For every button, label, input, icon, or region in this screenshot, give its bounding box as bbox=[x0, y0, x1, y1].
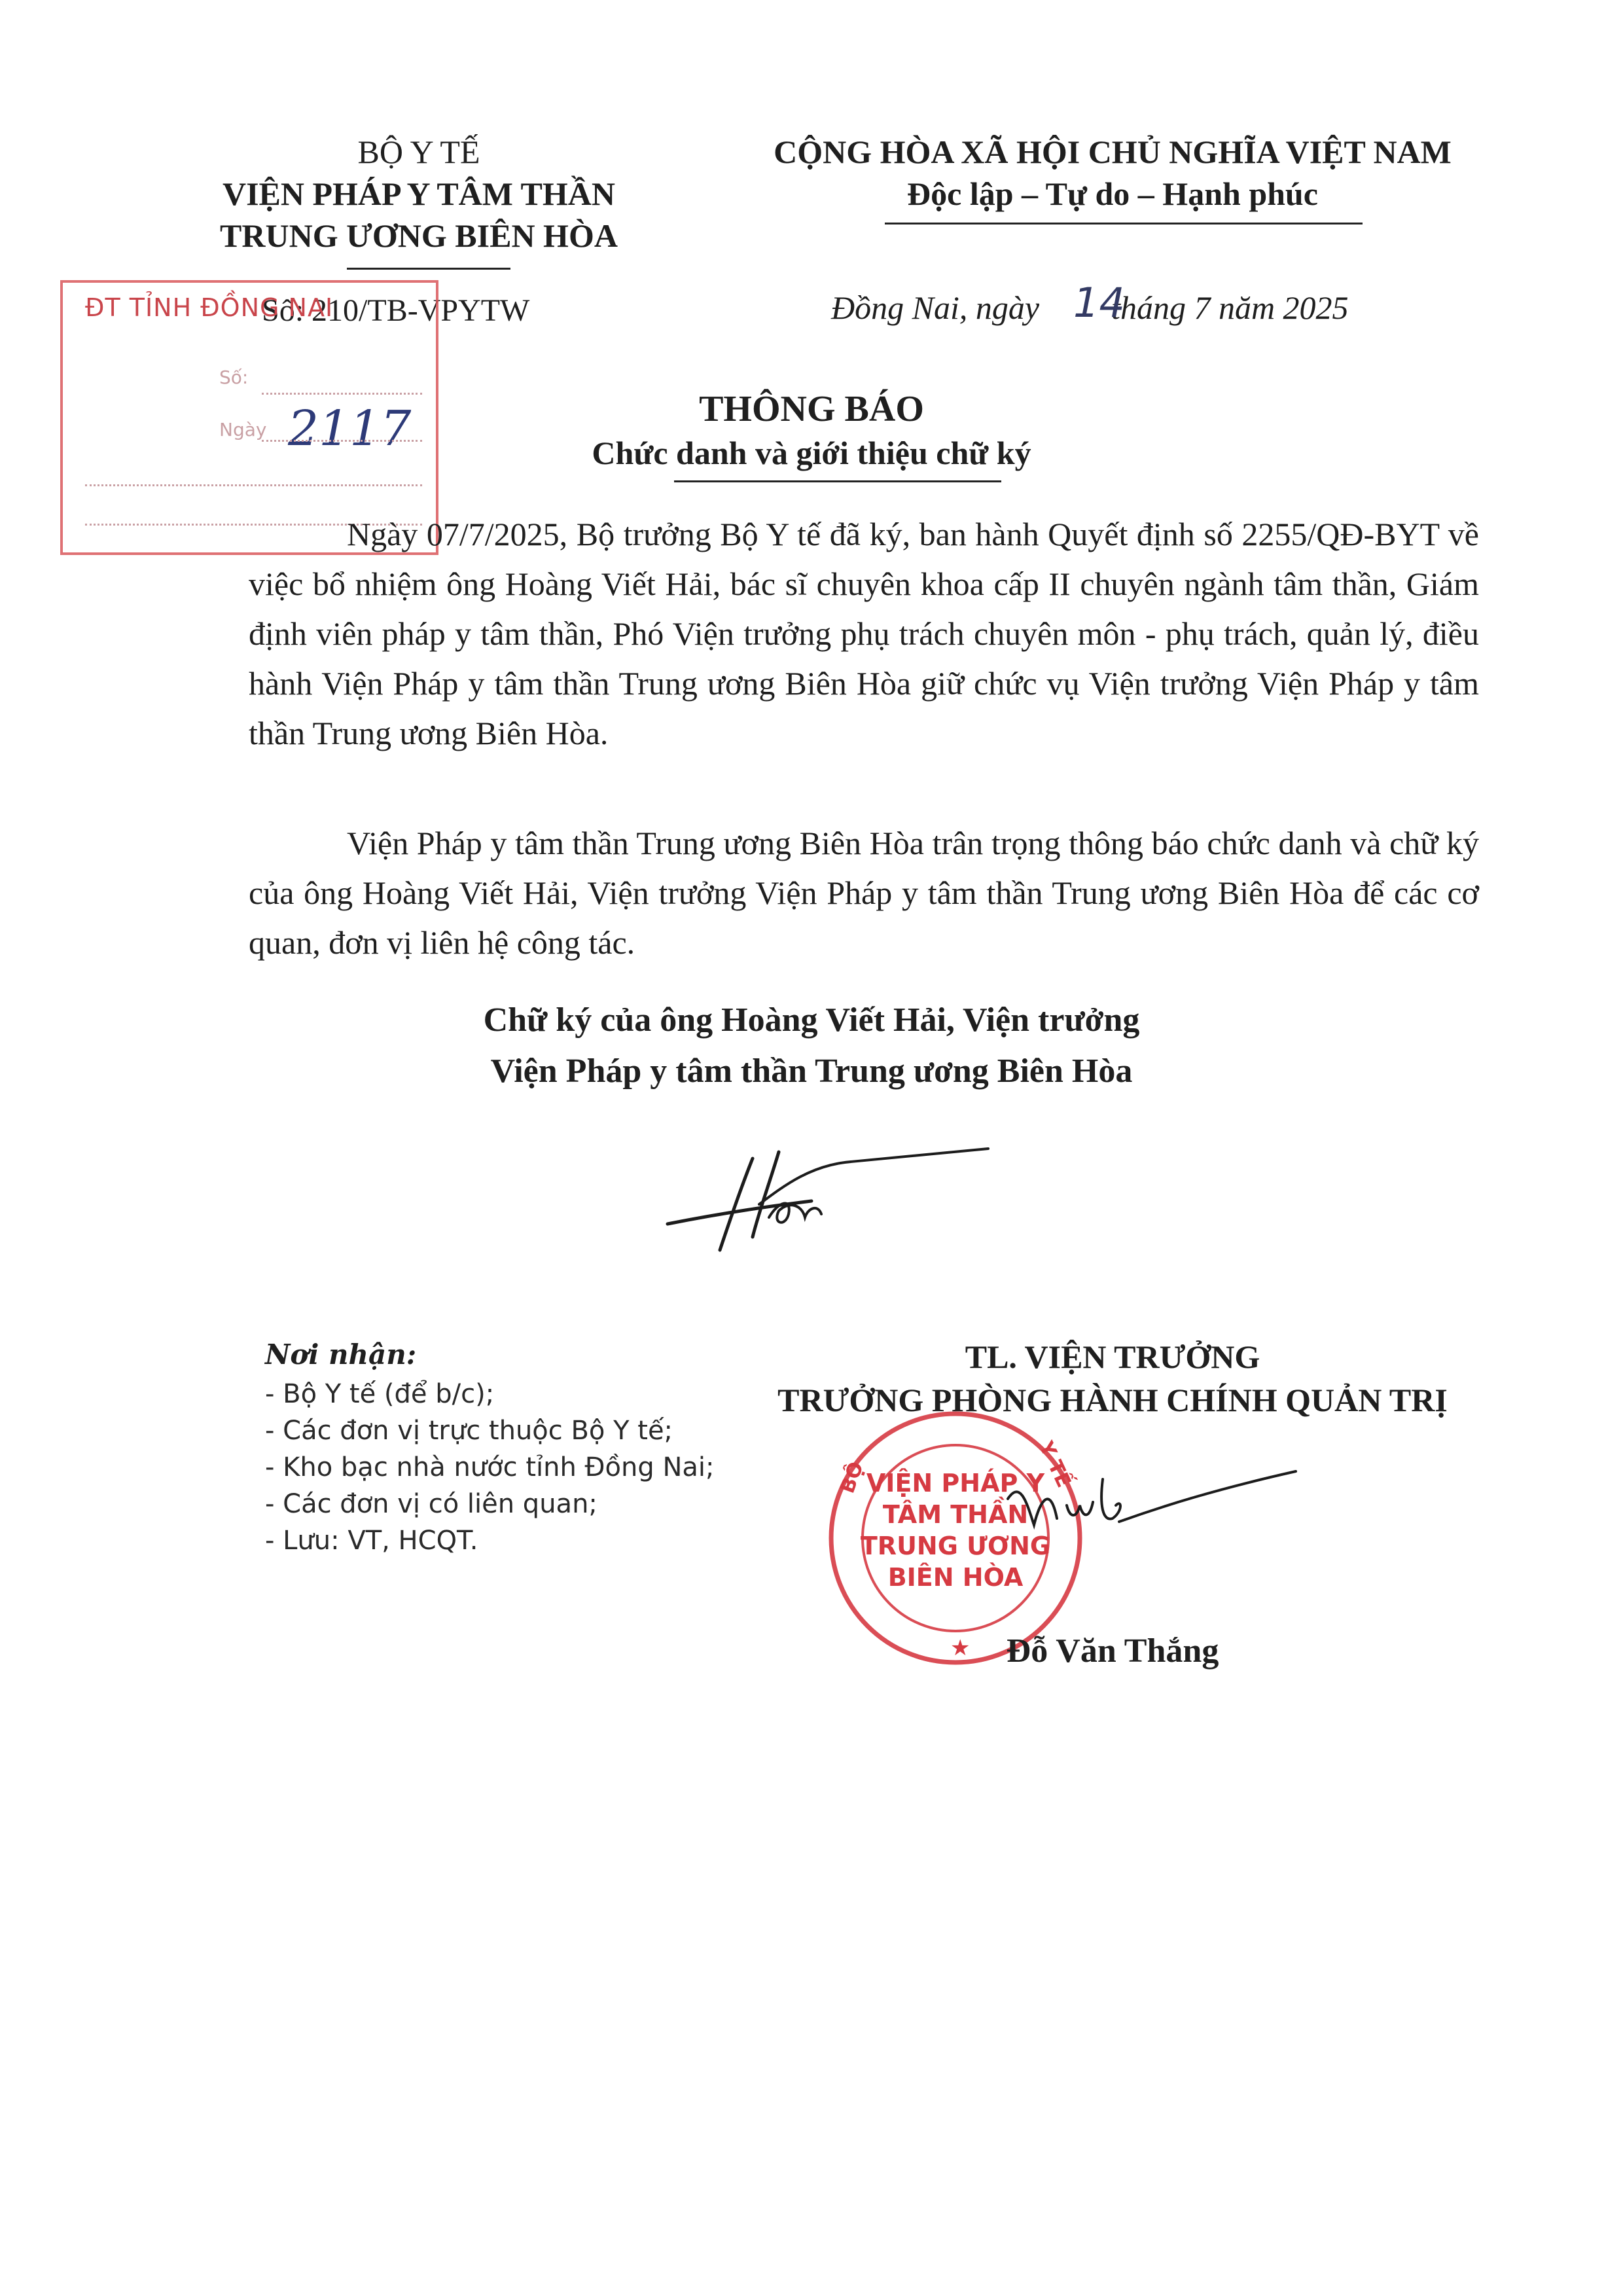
notice-subtitle: Chức danh và giới thiệu chữ ký bbox=[592, 435, 1031, 471]
handwritten-day: 14 bbox=[1073, 279, 1125, 327]
document-number: Số: 210/TB-VPYTW bbox=[262, 293, 530, 328]
recipient-item: - Các đơn vị trực thuộc Bộ Y tế; bbox=[265, 1416, 673, 1446]
received-stamp-number-label: Số: bbox=[219, 367, 249, 388]
signer-title-line: TL. VIỆN TRƯỞNG bbox=[965, 1338, 1260, 1375]
recipients-heading: Nơi nhận: bbox=[265, 1338, 417, 1371]
divider bbox=[885, 223, 1363, 224]
received-stamp-number: 2117 bbox=[288, 401, 412, 457]
signature-caption-line: Chữ ký của ông Hoàng Viết Hải, Viện trưởng bbox=[483, 1001, 1140, 1039]
signature-caption-line: Viện Pháp y tâm thần Trung ương Biên Hòa bbox=[490, 1052, 1133, 1090]
seal-ring-text-left: BỘ bbox=[836, 1458, 868, 1497]
place-date bbox=[831, 288, 1420, 327]
recipient-item: - Lưu: VT, HCQT. bbox=[265, 1526, 478, 1556]
institute-name bbox=[190, 173, 648, 257]
received-stamp-title: ĐT TỈNH ĐỒNG NAI bbox=[85, 293, 334, 322]
divider bbox=[674, 480, 1001, 482]
seal-line: TÂM THẦN bbox=[882, 1500, 1029, 1529]
seal-star-icon: ★ bbox=[950, 1635, 971, 1661]
signer-name: Đỗ Văn Thắng bbox=[1006, 1632, 1219, 1670]
stamp-dotted-line bbox=[85, 484, 422, 486]
seal-line: BIÊN HÒA bbox=[887, 1563, 1024, 1592]
seal-line: VIỆN PHÁP Y bbox=[866, 1469, 1045, 1498]
seal-line: TRUNG ƯƠNG bbox=[860, 1532, 1051, 1560]
recipient-item: - Các đơn vị có liên quan; bbox=[265, 1489, 597, 1519]
notice-title: THÔNG BÁO bbox=[699, 389, 924, 429]
signer-title-line: TRƯỞNG PHÒNG HÀNH CHÍNH QUẢN TRỊ bbox=[777, 1382, 1448, 1418]
place-date-suffix: tháng 7 năm 2025 bbox=[1111, 289, 1349, 326]
place-date-prefix: Đồng Nai, ngày bbox=[831, 289, 1040, 326]
signature-caption bbox=[353, 995, 1270, 1097]
received-stamp-date-label: Ngày bbox=[219, 419, 267, 440]
recipient-item: - Bộ Y tế (để b/c); bbox=[265, 1379, 495, 1409]
signer-signature bbox=[995, 1460, 1309, 1545]
sample-signature bbox=[654, 1139, 1021, 1257]
republic-name: CỘNG HÒA XÃ HỘI CHỦ NGHĨA VIỆT NAM bbox=[774, 134, 1452, 170]
institute-line: VIỆN PHÁP Y TÂM THẦN bbox=[222, 175, 616, 212]
recipients-list bbox=[265, 1376, 715, 1559]
ministry-name: BỘ Y TẾ bbox=[357, 134, 480, 170]
recipient-item: - Kho bạc nhà nước tỉnh Đồng Nai; bbox=[265, 1452, 715, 1482]
divider bbox=[347, 268, 510, 270]
seal-ring-text-right: Y TẾ bbox=[1034, 1437, 1075, 1492]
body-paragraph: Viện Pháp y tâm thần Trung ương Biên Hòa trân trọng thông báo chức danh và chữ ký của ông Hoàng Viết Hải, Viện trưởng Viện Pháp y tâm thần Trung ương Biên Hòa để các cơ quan, đơn vị liên hệ công tác. bbox=[249, 825, 1479, 961]
institute-line: TRUNG ƯƠNG BIÊN HÒA bbox=[220, 217, 618, 254]
national-motto: Độc lập – Tự do – Hạnh phúc bbox=[907, 175, 1318, 212]
body-paragraph: Ngày 07/7/2025, Bộ trưởng Bộ Y tế đã ký, ban hành Quyết định số 2255/QĐ-BYT về việc bổ nhiệm ông Hoàng Viết Hải, bác sĩ chuyên khoa cấp II chuyên ngành tâm thần, Giám định viên pháp y tâm thần, Phó Viện trưởng phụ trách chuyên môn - phụ trách, quản lý, điều hành Viện Pháp y tâm thần Trung ương Biên Hòa giữ chức vụ Viện trưởng Viện Pháp y tâm thần Trung ương Biên Hòa. bbox=[249, 516, 1479, 751]
